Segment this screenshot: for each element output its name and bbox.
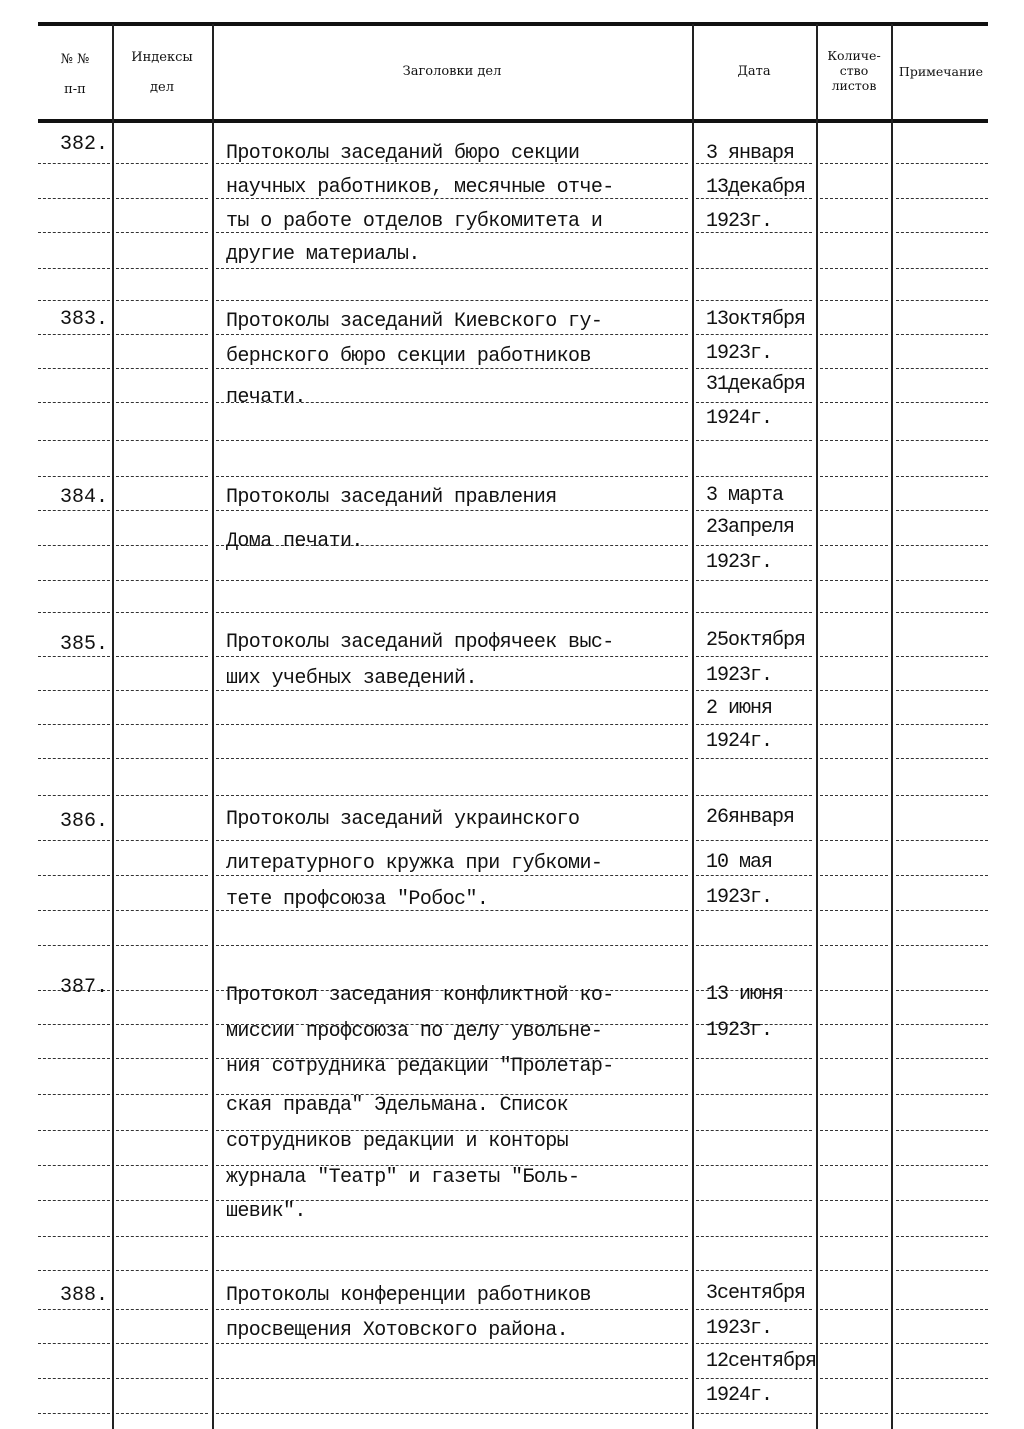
ruled-line [38,1058,110,1059]
ruled-line [696,724,812,725]
ruled-line [820,545,888,546]
ruled-line [896,910,988,911]
ruled-line [896,580,988,581]
ruled-line [216,440,688,441]
ruled-line [696,510,812,511]
ruled-line [38,198,110,199]
ruled-line [216,758,688,759]
header-sheet-count-column [817,48,891,93]
ruled-line [38,545,110,546]
ruled-line [116,1094,208,1095]
ruled-line [38,840,110,841]
ruled-line [216,1378,688,1379]
ruled-line [896,368,988,369]
ruled-line [696,268,812,269]
ruled-line [38,476,110,477]
ruled-line [820,795,888,796]
ruled-line [38,1130,110,1131]
entry-title-line: Протоколы заседаний Киевского гу- [226,310,603,333]
column-divider [112,24,114,1429]
ruled-line [116,875,208,876]
ruled-line [896,990,988,991]
ruled-line [820,1236,888,1237]
ruled-line [38,163,110,164]
ruled-line [696,690,812,691]
ruled-line [38,1413,110,1414]
ruled-line [820,910,888,911]
ruled-line [820,476,888,477]
header-title-column: Заголовки дел [402,64,502,79]
ruled-line [116,840,208,841]
entry-date-line: 1923г. [706,342,773,365]
ruled-line [38,334,110,335]
ruled-line [116,1024,208,1025]
ruled-line [696,1130,812,1131]
ruled-line [38,402,110,403]
ruled-line [820,690,888,691]
ruled-line [820,1165,888,1166]
ruled-line [820,1200,888,1201]
ruled-line [38,268,110,269]
entry-number: 386. [59,810,108,833]
header-count-line1: Количе- [827,48,881,63]
ruled-line [116,232,208,233]
ruled-line [820,1343,888,1344]
ruled-line [116,300,208,301]
ruled-line [38,875,110,876]
ruled-line [820,300,888,301]
entry-title-line: Протокол заседания конфликтной ко- [226,984,614,1007]
ruled-line [820,232,888,233]
ruled-line [896,440,988,441]
ruled-line [696,758,812,759]
entry-title-line: печати. [226,386,306,409]
ruled-line [216,690,688,691]
entry-title-line: ская правда" Эдельмана. Список [226,1094,569,1117]
ruled-line [116,656,208,657]
entry-number: 388. [59,1284,108,1307]
ruled-line [896,198,988,199]
entry-date-line: 1924г. [706,730,773,753]
entry-title-line: Протоколы заседаний правления [226,486,557,509]
ruled-line [696,402,812,403]
ruled-line [696,875,812,876]
ruled-line [696,945,812,946]
header-count-line2: ство [839,63,869,78]
header-number-line2: п-п [64,82,86,97]
entry-date-line: 13декабря [706,176,806,199]
ruled-line [820,656,888,657]
ruled-line [820,334,888,335]
entry-date-line: 1923г. [706,210,773,233]
ruled-line [820,163,888,164]
ruled-line [216,300,688,301]
header-index-column [114,50,210,96]
column-divider [891,24,893,1429]
ruled-line [896,545,988,546]
ruled-line [820,875,888,876]
column-divider [692,24,694,1429]
ruled-line [696,580,812,581]
entry-title-line: ты о работе отделов губкомитета и [226,210,603,233]
ruled-line [820,1270,888,1271]
ruled-line [820,1130,888,1131]
entry-date-line: 3 марта [706,484,784,507]
ruled-line [896,1343,988,1344]
entry-title-line: Протоколы заседаний бюро секции [226,142,580,165]
ruled-line [896,1378,988,1379]
entry-date-line: 1924г. [706,407,773,430]
ruled-line [216,1413,688,1414]
entry-title-line: ния сотрудника редакции "Пролетар- [226,1055,614,1078]
entry-number: 387. [59,976,108,999]
ruled-line [896,758,988,759]
ruled-line [116,580,208,581]
ruled-line [820,402,888,403]
ruled-line [116,440,208,441]
ruled-line [38,795,110,796]
ruled-line [820,368,888,369]
ruled-line [116,758,208,759]
ruled-line [696,1200,812,1201]
ruled-line [820,612,888,613]
ruled-line [820,1309,888,1310]
ruled-line [696,656,812,657]
ruled-line [38,1165,110,1166]
entry-title-line: Протоколы конференции работников [226,1284,591,1307]
ruled-line [896,690,988,691]
ruled-line [896,795,988,796]
ruled-line [116,510,208,511]
ruled-line [896,402,988,403]
ruled-line [116,402,208,403]
ruled-line [116,1413,208,1414]
ruled-line [38,690,110,691]
ruled-line [896,1270,988,1271]
ruled-line [116,1270,208,1271]
ruled-line [896,724,988,725]
ruled-line [696,1058,812,1059]
entry-date-line: 1924г. [706,1384,773,1407]
entry-date-line: 12сентября [706,1350,817,1373]
ruled-line [696,368,812,369]
ruled-line [38,1236,110,1237]
ruled-line [216,724,688,725]
ruled-line [696,1343,812,1344]
ruled-line [38,612,110,613]
header-number-column [40,52,110,98]
ruled-line [216,1236,688,1237]
ruled-line [38,440,110,441]
ruled-line [116,990,208,991]
entry-date-line: 1923г. [706,551,773,574]
ruled-line [696,612,812,613]
ruled-line [216,368,688,369]
ruled-line [696,300,812,301]
ruled-line [896,1236,988,1237]
ruled-line [820,840,888,841]
ruled-line [38,945,110,946]
ruled-line [216,612,688,613]
ruled-line [696,476,812,477]
ruled-line [38,300,110,301]
header-date-column: Дата [737,64,771,79]
ruled-line [820,268,888,269]
entry-title-line: Протоколы заседаний украинского [226,808,580,831]
entry-title-line: миссии профсоюза по делу увольне- [226,1020,603,1043]
entry-number: 384. [59,486,108,509]
ruled-line [820,198,888,199]
entry-date-line: 26января [706,806,795,829]
ruled-line [696,840,812,841]
ruled-line [696,795,812,796]
ruled-line [820,1378,888,1379]
ruled-line [116,1343,208,1344]
ruled-line [896,840,988,841]
ruled-line [896,232,988,233]
ruled-line [696,1413,812,1414]
ruled-line [896,163,988,164]
ruled-line [216,945,688,946]
ruled-line [116,163,208,164]
ruled-line [116,1309,208,1310]
ruled-line [38,656,110,657]
ruled-line [38,910,110,911]
ruled-line [696,334,812,335]
ruled-line [38,1200,110,1201]
entry-date-line: 13октября [706,308,806,331]
ruled-line [896,1058,988,1059]
entry-title-line: научных работников, месячные отче- [226,176,614,199]
entry-date-line: 2 июня [706,697,773,720]
entry-title-line: ших учебных заведений. [226,667,477,690]
entry-title-line: бернского бюро секции работников [226,345,591,368]
ruled-line [820,1058,888,1059]
ruled-line [896,510,988,511]
ruled-line [216,580,688,581]
ruled-line [896,656,988,657]
ruled-line [38,510,110,511]
ruled-line [38,232,110,233]
ruled-line [696,1309,812,1310]
entry-title-line: тете профсоюза "Робос". [226,888,489,911]
ruled-line [216,875,688,876]
ruled-line [896,875,988,876]
ruled-line [116,690,208,691]
ruled-line [820,724,888,725]
ruled-line [896,1024,988,1025]
ruled-line [116,795,208,796]
ruled-line [116,1130,208,1131]
ruled-line [38,1378,110,1379]
entry-title-line: другие материалы. [226,243,420,266]
entry-title-line: шевик". [226,1200,306,1223]
ruled-line [116,545,208,546]
entry-date-line: 23апреля [706,516,795,539]
ruled-line [696,440,812,441]
entry-date-line: 1923г. [706,886,773,909]
column-divider [212,24,214,1429]
ruled-line [820,580,888,581]
entry-date-line: 3 января [706,142,795,165]
ruled-line [896,612,988,613]
ruled-line [216,510,688,511]
entry-title-line: сотрудников редакции и конторы [226,1130,569,1153]
ruled-line [820,1413,888,1414]
ruled-line [696,1165,812,1166]
entry-date-line: 1923г. [706,1317,773,1340]
ruled-line [896,1165,988,1166]
ruled-line [896,268,988,269]
header-note-column: Примечание [898,64,984,79]
ruled-line [896,1130,988,1131]
ruled-line [896,476,988,477]
ruled-line [820,1024,888,1025]
ruled-line [116,476,208,477]
ruled-line [116,1165,208,1166]
ruled-line [38,1270,110,1271]
ruled-line [216,656,688,657]
ruled-line [38,368,110,369]
entry-date-line: 1923г. [706,1019,773,1042]
header-index-line2: дел [150,80,174,95]
ruled-line [696,545,812,546]
ruled-line [820,510,888,511]
ruled-line [696,1270,812,1271]
entry-date-line: 31декабря [706,373,806,396]
ruled-line [116,368,208,369]
ruled-line [696,1378,812,1379]
ruled-line [216,334,688,335]
ruled-line [38,724,110,725]
ruled-line [116,910,208,911]
ruled-line [116,1236,208,1237]
ruled-line [116,1058,208,1059]
entry-date-line: 13 июня [706,983,784,1006]
entry-title-line: литературного кружка при губкоми- [226,852,603,875]
ruled-line [38,1094,110,1095]
ruled-line [116,1200,208,1201]
ruled-line [896,1200,988,1201]
ruled-line [216,268,688,269]
ruled-line [116,724,208,725]
ruled-line [216,1270,688,1271]
ruled-line [216,840,688,841]
ruled-line [820,945,888,946]
ruled-line [216,795,688,796]
ruled-line [116,198,208,199]
ruled-line [116,612,208,613]
ruled-line [896,1094,988,1095]
ruled-line [696,1094,812,1095]
ruled-line [216,1343,688,1344]
entry-title-line: журнала "Театр" и газеты "Боль- [226,1166,580,1189]
ruled-line [216,1309,688,1310]
ruled-line [896,300,988,301]
entry-date-line: 10 мая [706,851,773,874]
entry-number: 385. [59,633,108,656]
ruled-line [116,268,208,269]
entry-date-line: 25октября [706,629,806,652]
ruled-line [38,1309,110,1310]
ruled-line [38,1343,110,1344]
ruled-line [116,334,208,335]
entry-number: 382. [59,133,108,156]
header-bottom-rule [38,119,988,123]
ruled-line [38,1024,110,1025]
entry-title-line: Протоколы заседаний профячеек выс- [226,631,614,654]
entry-date-line: 1923г. [706,664,773,687]
ruled-line [116,1378,208,1379]
ruled-line [896,1309,988,1310]
ruled-line [38,580,110,581]
ruled-line [116,945,208,946]
ruled-line [696,1236,812,1237]
ruled-line [820,440,888,441]
header-number-line1: № № [60,52,90,67]
entry-title-line: Дома печати. [226,530,363,553]
entry-date-line: 3сентября [706,1282,806,1305]
ruled-line [38,758,110,759]
ruled-line [696,910,812,911]
entry-title-line: просвещения Хотовского района. [226,1319,569,1342]
ruled-line [820,758,888,759]
ruled-line [896,1413,988,1414]
table-top-rule [38,22,988,26]
ruled-line [820,1094,888,1095]
ruled-line [896,945,988,946]
entry-number: 383. [59,308,108,331]
ruled-line [896,334,988,335]
column-divider [816,24,818,1429]
ruled-line [216,476,688,477]
header-index-line1: Индексы [131,50,193,65]
ruled-line [820,990,888,991]
header-count-line3: листов [831,78,877,93]
